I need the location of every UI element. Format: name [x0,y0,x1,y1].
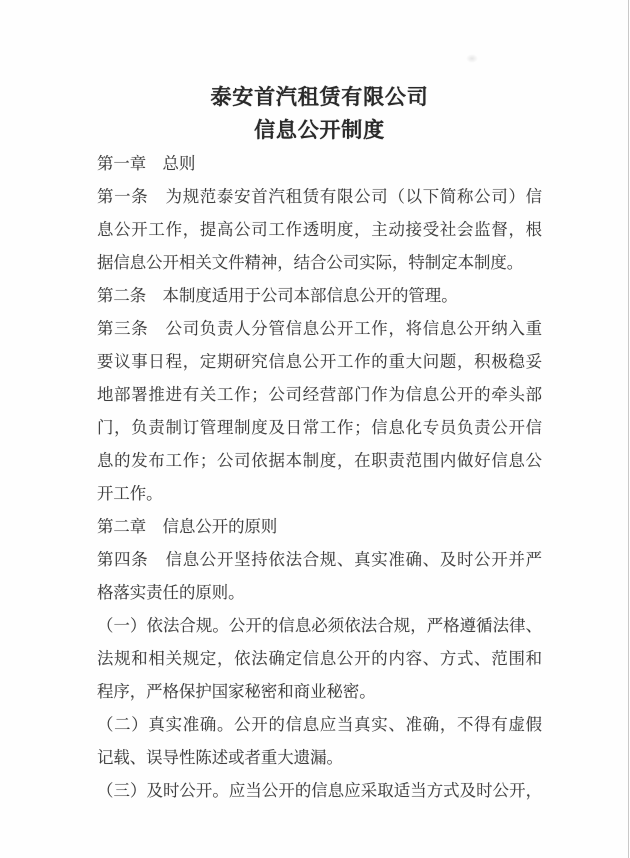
document-content [97,0,542,807]
chapter-heading: 第二章 信息公开的原则 [97,517,278,536]
doc-title: 泰安首汽租赁有限公司 [210,86,429,109]
document-line: 第一条 为规范泰安首汽租赁有限公司（以下简称公司）信 [97,187,542,206]
document-line: 地部署推进有关工作；公司经营部门作为信息公开的牵头部 [97,385,542,404]
document-line: （三）及时公开。应当公开的信息应采取适当方式及时公开， [97,781,542,800]
chapter-heading: 第一章 总则 [97,154,196,173]
document-line: （一）依法合规。公开的信息必须依法合规，严格遵循法律、 [97,616,542,635]
document-line: 格落实责任的原则。 [97,583,245,602]
document-line: 第三条 公司负责人分管信息公开工作，将信息公开纳入重 [97,319,542,338]
document-line: 记载、误导性陈述或者重大遗漏。 [97,748,343,767]
document-line: 程序，严格保护国家秘密和商业秘密。 [97,682,376,701]
document-line: 要议事日程，定期研究信息公开工作的重大问题，积极稳妥 [97,352,542,371]
scan-edge-line [628,0,629,858]
document-line: 第二条 本制度适用于公司本部信息公开的管理。 [97,286,458,305]
document-line: 法规和相关规定，依法确定信息公开的内容、方式、范围和 [97,649,542,668]
document-line: 第四条 信息公开坚持依法合规、真实准确、及时公开并严 [97,550,542,569]
doc-subtitle: 信息公开制度 [254,119,385,142]
document-line: 息的发布工作；公司依据本制度，在职责范围内做好信息公 [97,451,542,470]
document-line: 据信息公开相关文件精神，结合公司实际，特制定本制度。 [97,253,524,272]
document-line: 息公开工作，提高公司工作透明度，主动接受社会监督，根 [97,220,542,239]
document-line: 开工作。 [97,484,163,503]
document-line: （二）真实准确。公开的信息应当真实、准确，不得有虚假 [97,715,542,734]
document-line: 门，负责制订管理制度及日常工作；信息化专员负责公开信 [97,418,542,437]
